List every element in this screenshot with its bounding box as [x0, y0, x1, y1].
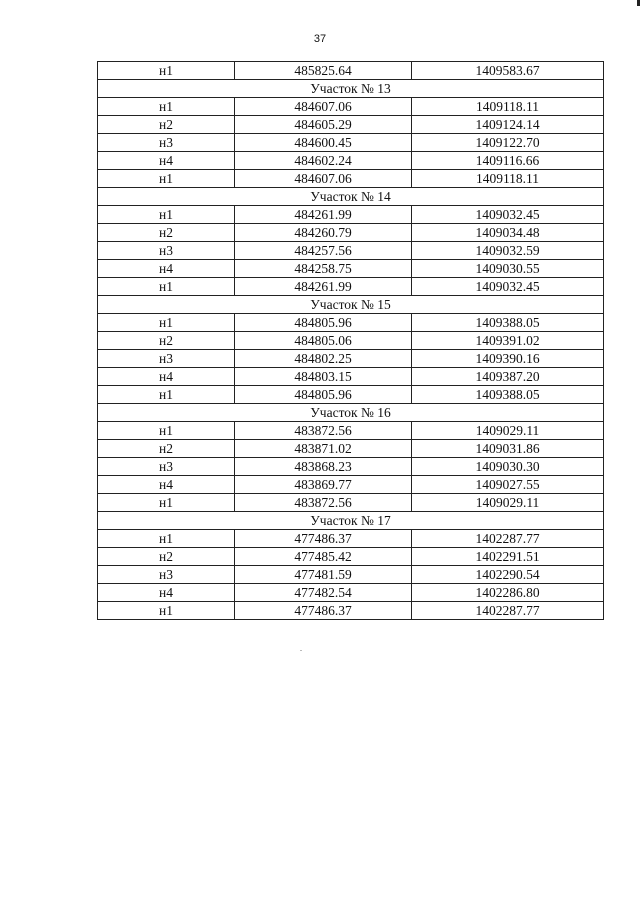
- y-coordinate-cell: 1409388.05: [412, 314, 604, 332]
- section-title: Участок № 15: [98, 296, 604, 314]
- table-row: [98, 566, 604, 584]
- table-row: [98, 62, 604, 80]
- table-row: [98, 584, 604, 602]
- x-coordinate-cell: 477486.37: [235, 602, 412, 620]
- page-number: 37: [313, 33, 327, 45]
- y-coordinate-cell: 1409034.48: [412, 224, 604, 242]
- point-name-cell: н1: [98, 278, 235, 296]
- y-coordinate-cell: 1402291.51: [412, 548, 604, 566]
- table-row: [98, 458, 604, 476]
- x-coordinate-cell: 483868.23: [235, 458, 412, 476]
- y-coordinate-cell: 1409388.05: [412, 386, 604, 404]
- table-row: [98, 134, 604, 152]
- point-name-cell: н4: [98, 368, 235, 386]
- point-name-cell: н1: [98, 386, 235, 404]
- point-name-cell: н4: [98, 260, 235, 278]
- table-row: [98, 440, 604, 458]
- table-row: [98, 530, 604, 548]
- x-coordinate-cell: 484607.06: [235, 98, 412, 116]
- table-row: [98, 368, 604, 386]
- x-coordinate-cell: 483872.56: [235, 494, 412, 512]
- x-coordinate-cell: 484261.99: [235, 206, 412, 224]
- x-coordinate-cell: 484260.79: [235, 224, 412, 242]
- y-coordinate-cell: 1409387.20: [412, 368, 604, 386]
- y-coordinate-cell: 1409390.16: [412, 350, 604, 368]
- table-row: [98, 98, 604, 116]
- section-title: Участок № 14: [98, 188, 604, 206]
- x-coordinate-cell: 484607.06: [235, 170, 412, 188]
- point-name-cell: н1: [98, 494, 235, 512]
- point-name-cell: н1: [98, 62, 235, 80]
- point-name-cell: н2: [98, 440, 235, 458]
- x-coordinate-cell: 484257.56: [235, 242, 412, 260]
- point-name-cell: н2: [98, 116, 235, 134]
- table-row: [98, 386, 604, 404]
- y-coordinate-cell: 1409391.02: [412, 332, 604, 350]
- y-coordinate-cell: 1402286.80: [412, 584, 604, 602]
- y-coordinate-cell: 1409029.11: [412, 422, 604, 440]
- y-coordinate-cell: 1409124.14: [412, 116, 604, 134]
- point-name-cell: н1: [98, 530, 235, 548]
- table-row: [98, 260, 604, 278]
- table-row: [98, 350, 604, 368]
- point-name-cell: н4: [98, 584, 235, 602]
- point-name-cell: н4: [98, 476, 235, 494]
- y-coordinate-cell: 1409032.59: [412, 242, 604, 260]
- table-row: [98, 116, 604, 134]
- x-coordinate-cell: 477486.37: [235, 530, 412, 548]
- section-header-row: [98, 296, 604, 314]
- table-row: [98, 170, 604, 188]
- x-coordinate-cell: 484802.25: [235, 350, 412, 368]
- point-name-cell: н2: [98, 548, 235, 566]
- x-coordinate-cell: 483872.56: [235, 422, 412, 440]
- y-coordinate-cell: 1409583.67: [412, 62, 604, 80]
- y-coordinate-cell: 1409030.55: [412, 260, 604, 278]
- x-coordinate-cell: 477481.59: [235, 566, 412, 584]
- y-coordinate-cell: 1409027.55: [412, 476, 604, 494]
- section-title: Участок № 17: [98, 512, 604, 530]
- point-name-cell: н1: [98, 422, 235, 440]
- point-name-cell: н1: [98, 206, 235, 224]
- table-row: [98, 206, 604, 224]
- y-coordinate-cell: 1409032.45: [412, 278, 604, 296]
- point-name-cell: н3: [98, 350, 235, 368]
- point-name-cell: н1: [98, 170, 235, 188]
- point-name-cell: н4: [98, 152, 235, 170]
- section-header-row: [98, 188, 604, 206]
- y-coordinate-cell: 1402290.54: [412, 566, 604, 584]
- table-row: [98, 422, 604, 440]
- point-name-cell: н1: [98, 602, 235, 620]
- x-coordinate-cell: 484600.45: [235, 134, 412, 152]
- table-row: [98, 494, 604, 512]
- table-row: [98, 278, 604, 296]
- x-coordinate-cell: 484805.06: [235, 332, 412, 350]
- coordinates-table: [97, 61, 604, 620]
- table-row: [98, 548, 604, 566]
- table-row: [98, 602, 604, 620]
- point-name-cell: н3: [98, 242, 235, 260]
- point-name-cell: н3: [98, 458, 235, 476]
- y-coordinate-cell: 1402287.77: [412, 602, 604, 620]
- section-header-row: [98, 404, 604, 422]
- section-title: Участок № 13: [98, 80, 604, 98]
- x-coordinate-cell: 483871.02: [235, 440, 412, 458]
- point-name-cell: н2: [98, 224, 235, 242]
- section-header-row: [98, 80, 604, 98]
- x-coordinate-cell: 484602.24: [235, 152, 412, 170]
- point-name-cell: н3: [98, 566, 235, 584]
- y-coordinate-cell: 1409118.11: [412, 170, 604, 188]
- x-coordinate-cell: 485825.64: [235, 62, 412, 80]
- x-coordinate-cell: 484605.29: [235, 116, 412, 134]
- x-coordinate-cell: 484805.96: [235, 314, 412, 332]
- x-coordinate-cell: 484803.15: [235, 368, 412, 386]
- y-coordinate-cell: 1409031.86: [412, 440, 604, 458]
- table-row: [98, 152, 604, 170]
- x-coordinate-cell: 483869.77: [235, 476, 412, 494]
- x-coordinate-cell: 477482.54: [235, 584, 412, 602]
- y-coordinate-cell: 1409118.11: [412, 98, 604, 116]
- y-coordinate-cell: 1409116.66: [412, 152, 604, 170]
- x-coordinate-cell: 477485.42: [235, 548, 412, 566]
- coordinates-table-body: [98, 62, 604, 620]
- y-coordinate-cell: 1409029.11: [412, 494, 604, 512]
- section-title: Участок № 16: [98, 404, 604, 422]
- x-coordinate-cell: 484261.99: [235, 278, 412, 296]
- table-row: [98, 314, 604, 332]
- table-row: [98, 332, 604, 350]
- y-coordinate-cell: 1409032.45: [412, 206, 604, 224]
- table-row: [98, 242, 604, 260]
- table-row: [98, 224, 604, 242]
- x-coordinate-cell: 484258.75: [235, 260, 412, 278]
- y-coordinate-cell: 1402287.77: [412, 530, 604, 548]
- x-coordinate-cell: 484805.96: [235, 386, 412, 404]
- y-coordinate-cell: 1409122.70: [412, 134, 604, 152]
- table-row: [98, 476, 604, 494]
- y-coordinate-cell: 1409030.30: [412, 458, 604, 476]
- point-name-cell: н3: [98, 134, 235, 152]
- scan-speck: [300, 650, 302, 651]
- point-name-cell: н1: [98, 314, 235, 332]
- section-header-row: [98, 512, 604, 530]
- point-name-cell: н2: [98, 332, 235, 350]
- point-name-cell: н1: [98, 98, 235, 116]
